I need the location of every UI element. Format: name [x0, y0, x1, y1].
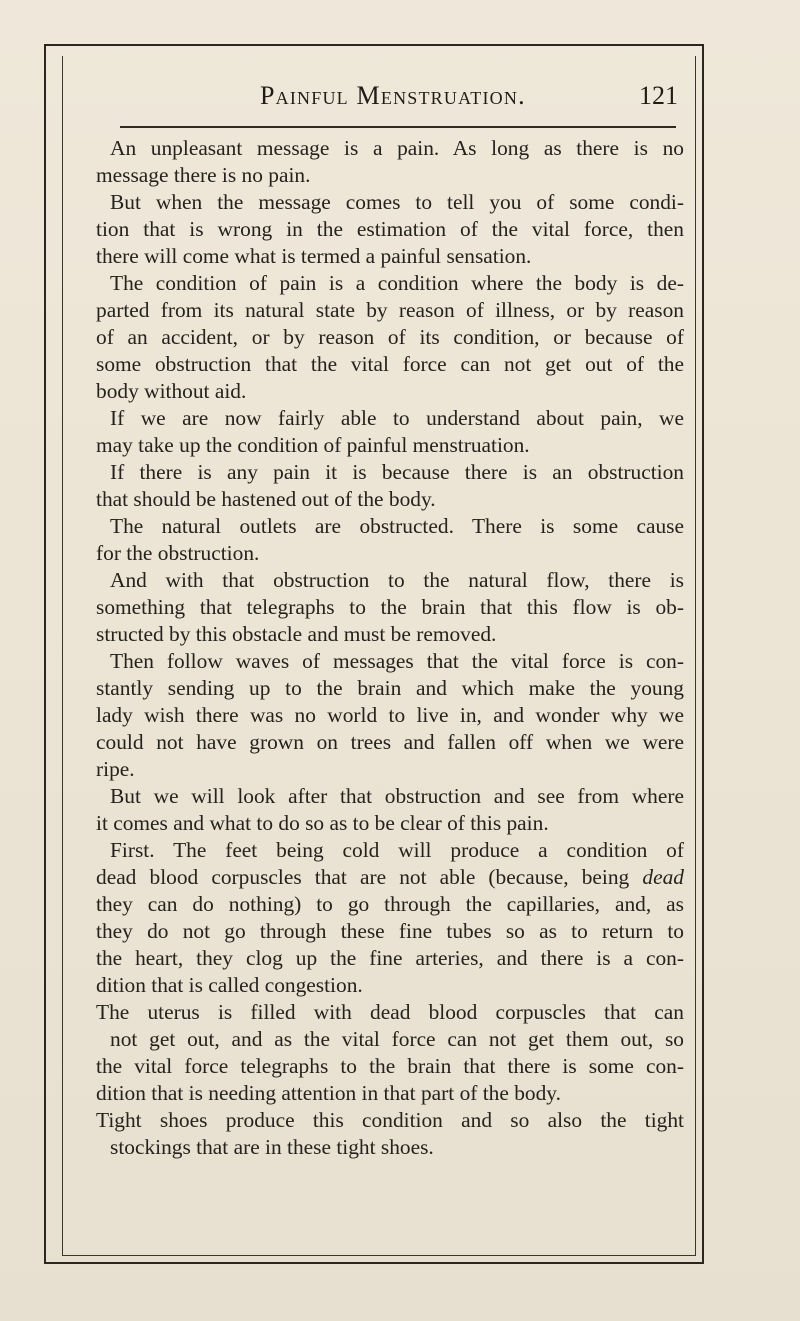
header-rule — [120, 126, 676, 128]
text-line: message there is no pain. — [96, 163, 311, 187]
text-line: they do not go through these fine tubes so as to return to — [96, 919, 684, 943]
text-line: Then follow waves of messages that the vital force is con- — [110, 649, 684, 673]
text-line: that should be hastened out of the body. — [96, 487, 436, 511]
text-line: An unpleasant message is a pain. As long as there is no — [110, 136, 684, 160]
text-line: But we will look after that obstruction and see from where — [110, 784, 684, 808]
text-line: of an accident, or by reason of its condition, or because of — [96, 325, 684, 349]
body-text — [96, 135, 684, 1161]
text-line: The natural outlets are obstructed. There is some cause — [110, 514, 684, 538]
text-line: If we are now fairly able to understand about pain, we — [110, 406, 684, 430]
text-line: lady wish there was no world to live in, and wonder why we — [96, 703, 684, 727]
text-line: The condition of pain is a condition where the body is de- — [110, 271, 684, 295]
text-line: they can do nothing) to go through the capillaries, and, as — [96, 892, 684, 916]
text-line: tion that is wrong in the estimation of the vital force, then — [96, 217, 684, 241]
text-line: And with that obstruction to the natural flow, there is — [110, 568, 684, 592]
text-line: the vital force telegraphs to the brain that there is some con- — [96, 1054, 684, 1078]
text-line: it comes and what to do so as to be clear of this pain. — [96, 811, 549, 835]
text-line: parted from its natural state by reason of illness, or by reason — [96, 298, 684, 322]
text-line: ripe. — [96, 757, 135, 781]
text-line: The uterus is filled with dead blood corpuscles that can — [96, 1000, 684, 1024]
text-fragment: dead blood corpuscles that are not able (because, being — [96, 865, 630, 889]
text-line: Tight shoes produce this condition and so also the tight — [96, 1108, 684, 1132]
page-header — [120, 76, 686, 120]
text-line: could not have grown on trees and fallen off when we were — [96, 730, 684, 754]
text-line: structed by this obstacle and must be removed. — [96, 622, 497, 646]
text-line — [96, 864, 684, 891]
page-number: 121 — [639, 81, 678, 110]
text-line: First. The feet being cold will produce a condition of — [110, 838, 684, 862]
text-line: may take up the condition of painful menstruation. — [96, 433, 530, 457]
text-line: But when the message comes to tell you of some condi- — [110, 190, 684, 214]
text-line: stantly sending up to the brain and which make the young — [96, 676, 684, 700]
text-line: body without aid. — [96, 379, 247, 403]
text-line: for the obstruction. — [96, 541, 260, 565]
text-line: some obstruction that the vital force can not get out of the — [96, 352, 684, 376]
text-line: dition that is needing attention in that part of the body. — [96, 1081, 561, 1105]
text-line: dition that is called congestion. — [96, 973, 363, 997]
text-line: If there is any pain it is because there is an obstruction — [110, 460, 684, 484]
italic-word-dead: dead — [642, 865, 684, 889]
text-line: something that telegraphs to the brain that this flow is ob- — [96, 595, 684, 619]
text-line: there will come what is termed a painful sensation. — [96, 244, 532, 268]
running-head: Painful Menstruation. — [260, 81, 526, 110]
text-line: stockings that are in these tight shoes. — [110, 1135, 434, 1159]
text-line: the heart, they clog up the fine arteries, and there is a con- — [96, 946, 684, 970]
text-line: not get out, and as the vital force can not get them out, so — [110, 1027, 684, 1051]
